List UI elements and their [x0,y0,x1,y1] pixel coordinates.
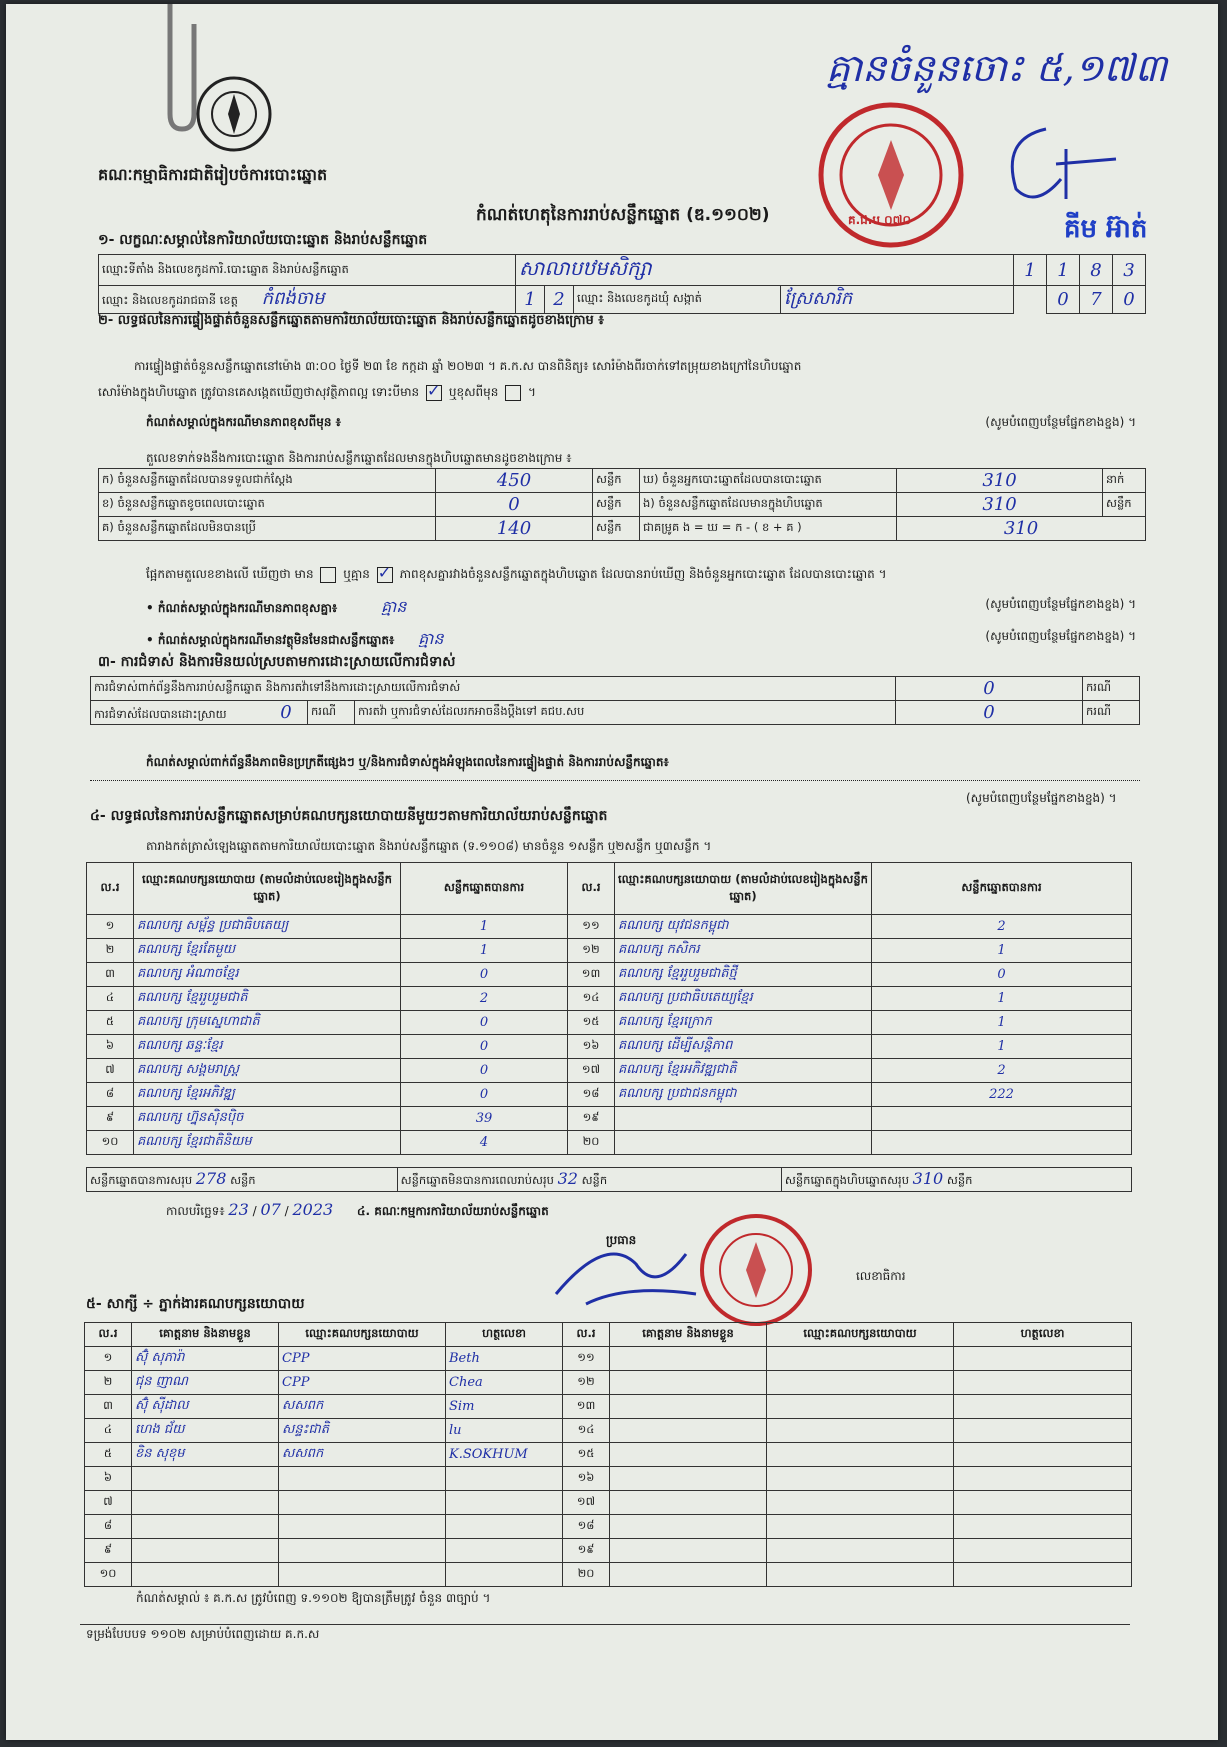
witness-party: សសពក [279,1443,446,1467]
section3-note-line [90,778,1140,781]
party-name: គណបក្ស ប្រជាធិបតេយ្យខ្មែរ [615,987,872,1011]
fill-back-hint: (សូមបំពេញបន្ថែមផ្នែកខាងខ្នង) ។ [966,791,1117,805]
table-row [87,1035,1132,1059]
total-box [781,1168,1131,1192]
party-name: គណបក្ស ឆន្ទៈខ្មែរ [134,1035,401,1059]
case-unit: ករណី [1083,701,1140,725]
party-name: គណបក្ស អំណាចខ្មែរ [134,963,401,987]
party-votes [872,1131,1132,1155]
witness-name [610,1539,767,1563]
figure-label: ង) ចំនួនសន្លឹកឆ្នោតដែលមានក្នុងហិបឆ្នោត [640,493,897,517]
figure-label: ក) ចំនួនសន្លឹកឆ្នោតដែលបានទទួលជាក់ស្តែង [99,469,436,493]
witness-name: ស៊ុំ ស៊ីដាល [132,1395,279,1419]
witness-party [767,1371,954,1395]
section2-p7 [146,628,1136,652]
witness-name [132,1467,279,1491]
section2-p2: សោរំម៉ាងក្នុងហិបឆ្នោត ត្រូវបានគេសង្កេតឃើញថាសុវត្ថិភាពល្អ ទោះបីមាន ✓ ឬខុសពីមុន ។ [98,384,536,402]
objection-label: ការជំទាស់ពាក់ព័ន្ធនឹងការរាប់សន្លឹកឆ្នោត និងការតវ៉ាទៅនឹងការដោះស្រាយលើការជំទាស់ [91,677,896,701]
witness-party [279,1563,446,1587]
unit: សន្លឹក [581,1173,608,1187]
witness-no: ៨ [85,1515,132,1539]
witness-no: ១៤ [563,1419,610,1443]
party-votes: 0 [401,1059,568,1083]
col-party: ឈ្មោះគណបក្សនយោបាយ [767,1323,954,1347]
party-votes: 2 [872,1059,1132,1083]
witness-name [132,1563,279,1587]
party-name: គណបក្ស ដើម្បីសន្តិភាព [615,1035,872,1059]
party-results-table [86,862,1132,1155]
commune-value: ស្រែសារិក [781,286,1014,314]
party-name: គណបក្ស ខ្មែរក្រោក [615,1011,872,1035]
province-value: កំពង់ចាម [261,288,325,309]
witness-name [610,1443,767,1467]
witness-signature: lu [446,1419,563,1443]
fill-back-hint: (សូមបំពេញបន្ថែមផ្នែកខាងខ្នង) ។ [985,629,1136,643]
section2-p2-text: សោរំម៉ាងក្នុងហិបឆ្នោត ត្រូវបានគេសង្កេតឃើញថាសុវត្ថិភាពល្អ ទោះបីមាន [98,385,420,399]
appeal-label: ការតវ៉ា ឬការជំទាស់ដែលរកអាចនឹងប្តឹងទៅ គជប.សប [355,701,896,725]
witness-party [767,1395,954,1419]
objections-table [90,676,1140,725]
total-valid [87,1168,398,1192]
form-title: កំណត់ហេតុនៃការរាប់សន្លឹកឆ្នោត (ឌ.១១០២) [476,205,770,225]
foreign-object-note: គ្មាន [418,629,444,648]
nec-emblem-icon [194,74,274,154]
section2-p5-rest: ភាពខុសគ្នារវាងចំនួនសន្លឹកឆ្នោតក្នុងហិបឆ្នោត ដែលបានរាប់ឃើញ និងចំនួនអ្នកបោះឆ្នោត ដែលបានបោះឆ្នោត ។ [399,567,887,581]
commune-digit: 7 [1080,286,1113,314]
total-invalid [397,1168,781,1192]
party-name: គណបក្ស ខ្មែរតែមួយ [134,939,401,963]
party-no: ១៩ [568,1107,615,1131]
party-votes: 39 [401,1107,568,1131]
table-row [87,1059,1132,1083]
figure-value: 310 [897,469,1103,493]
section2-p3-text: កំណត់សម្គាល់ក្នុងករណីមានភាពខុសពីមុន ៖ [146,415,341,429]
figure-unit: សន្លឹក [1103,493,1146,517]
party-no: ១ [87,915,134,939]
party-votes: 2 [872,915,1132,939]
col-party: ឈ្មោះគណបក្សនយោបាយ [279,1323,446,1347]
figure-value: 140 [436,517,593,541]
witness-signature [954,1467,1132,1491]
witness-party: CPP [279,1371,446,1395]
witness-signature [954,1515,1132,1539]
col-party: ឈ្មោះគណបក្សនយោបាយ (តាមលំដាប់លេខរៀងក្នុងសន្លឹកឆ្នោត) [134,863,401,915]
col-no: ល.រ [85,1323,132,1347]
code-digit: 1 [1014,255,1047,286]
table-row [85,1563,1132,1587]
table-row [85,1467,1132,1491]
party-votes: 1 [401,939,568,963]
witness-signature: Beth [446,1347,563,1371]
committee-stamp-icon [696,1210,816,1330]
col-sign: ហត្ថលេខា [446,1323,563,1347]
party-name: គណបក្ស សម្ព័ន្ធ ប្រជាធិបតេយ្យ [134,915,401,939]
party-votes: 1 [401,915,568,939]
witness-party [767,1467,954,1491]
witness-name [610,1563,767,1587]
party-votes: 1 [872,1011,1132,1035]
col-no: ល.រ [87,863,134,915]
committee-label: ៤. គណៈកម្មការការិយាល័យរាប់សន្លឹកឆ្នោត [357,1204,549,1218]
figure-unit: សន្លឹក [593,469,640,493]
witness-signature: K.SOKHUM [446,1443,563,1467]
party-name: គណបក្ស ខ្មែរអភិវឌ្ឍជាតិ [615,1059,872,1083]
table-row [87,939,1132,963]
witness-signature [954,1347,1132,1371]
witness-no: ៦ [85,1467,132,1491]
witness-signature [954,1539,1132,1563]
party-no: ៦ [87,1035,134,1059]
footer-divider [80,1624,1130,1625]
total-valid-value: 278 [195,1169,227,1188]
party-votes [872,1107,1132,1131]
resolved-label [91,701,308,725]
date-label: កាលបរិច្ឆេទ៖ [166,1204,225,1218]
table-row [85,1395,1132,1419]
difference-yes-checkbox[interactable] [320,567,336,583]
party-votes: 1 [872,939,1132,963]
section2-p6 [146,596,1136,620]
party-no: ៩ [87,1107,134,1131]
province-label-text: ឈ្មោះ និងលេខកូដរាជធានី ខេត្ត [102,293,238,307]
province-label [99,286,516,314]
section4-sub: តារាងកត់ត្រាសំឡេងឆ្នោតតាមការិយាល័យបោះឆ្នោត និងរាប់សន្លឹកឆ្នោត (ទ.១១០៨) មានចំនួន ១សន្លឹក ឬ២សន្លឹក ឬ៣សន្លឹក ។ [146,839,712,853]
figure-label: ឃ) ចំនួនអ្នកបោះឆ្នោតដែលបានបោះឆ្នោត [640,469,897,493]
witness-no: ១៨ [563,1515,610,1539]
party-name: គណបក្ស ហ្វ៊ុនស៊ិនប៉ិច [134,1107,401,1131]
figure-value: 450 [436,469,593,493]
witness-party [279,1515,446,1539]
witness-name [610,1419,767,1443]
party-votes: 1 [872,1035,1132,1059]
objection-value: 0 [896,677,1083,701]
witness-no: ១៦ [563,1467,610,1491]
commune-digit: 0 [1113,286,1146,314]
section2-heading: ២- លទ្ធផលនៃការផ្ទៀងផ្ទាត់ចំនួនសន្លឹកឆ្នោតតាមការិយាល័យបោះឆ្នោត និងរាប់សន្លឹកឆ្នោតដូចខាងក្រោម ៖ [98,313,604,328]
col-name: គោត្តនាម និងនាមខ្លួន [132,1323,279,1347]
party-name: គណបក្ស ប្រជាជនកម្ពុជា [615,1083,872,1107]
party-no: ៨ [87,1083,134,1107]
party-name: គណបក្ស ក្រុមស្នេហាជាតិ [134,1011,401,1035]
form-footer: ទម្រង់បែបបទ ១១០២ សម្រាប់បំពេញដោយ គ.ក.ស [86,1627,320,1641]
witness-party [767,1515,954,1539]
party-name: គណបក្ស កសិករ [615,939,872,963]
figure-unit: សន្លឹក [593,517,640,541]
party-votes: 0 [401,1035,568,1059]
party-name: គណបក្ស យុវជនកម្ពុជា [615,915,872,939]
witness-party [767,1419,954,1443]
witness-name: ហេង ជ័យ [132,1419,279,1443]
province-digit: 2 [545,286,574,314]
table-row [85,1347,1132,1371]
section5-heading: ៥- សាក្សី ÷ ភ្នាក់ងារគណបក្សនយោបាយ [86,1296,305,1312]
figure-label: ខ) ចំនួនសន្លឹកឆ្នោតខូចពេលបោះឆ្នោត [99,493,436,517]
party-votes: 0 [401,1011,568,1035]
party-no: ១១ [568,915,615,939]
witness-party: សន្ទះជាតិ [279,1419,446,1443]
resolved-value: 0 [280,701,292,723]
witness-no: ១៧ [563,1491,610,1515]
witness-signature [954,1395,1132,1419]
section2-p6-text: • កំណត់សម្គាល់ក្នុងករណីមានភាពខុសគ្នា៖ [146,601,338,615]
witness-party [767,1347,954,1371]
party-no: ១២ [568,939,615,963]
witness-no: ១៣ [563,1395,610,1419]
section4-heading: ៤- លទ្ធផលនៃការរាប់សន្លឹកឆ្នោតសម្រាប់គណបក្សនយោបាយនីមួយៗតាមការិយាល័យរាប់សន្លឹកឆ្នោត [90,808,608,824]
party-name: គណបក្ស ខ្មែរអភិវឌ្ឍ [134,1083,401,1107]
section5-note: កំណត់សម្គាល់ ៖ គ.ក.ស ត្រូវបំពេញ ទ.១១០២ ឱ្យបានត្រឹមត្រូវ ចំនួន ៣ច្បាប់ ។ [136,1591,491,1605]
resolved-label-text: ការជំទាស់ដែលបានដោះស្រាយ [94,706,227,721]
commune-label: ឈ្មោះ និងលេខកូដឃុំ សង្កាត់ [574,286,781,314]
section2-p5-text: ផ្អែកតាមតួលេខខាងលើ ឃើញថា មាន [146,567,314,581]
witness-signature [954,1491,1132,1515]
party-name [615,1131,872,1155]
witness-signature [446,1467,563,1491]
col-no: ល.រ [568,863,615,915]
total-invalid-value: 32 [557,1169,578,1188]
table-row [87,987,1132,1011]
table-row [85,1443,1132,1467]
code-digit: 8 [1080,255,1113,286]
witness-no: ៩ [85,1539,132,1563]
col-no: ល.រ [563,1323,610,1347]
section2-p5 [146,566,887,584]
location-label: ឈ្មោះទីតាំង និងលេខកូដការិ.បោះឆ្នោត និងរាប់សន្លឹកឆ្នោត [99,255,516,286]
secretary-label: លេខាធិការ [856,1269,906,1283]
witness-signature [446,1563,563,1587]
witness-signature [954,1443,1132,1467]
col-votes: សន្លឹកឆ្នោតបានការ [872,863,1132,915]
witness-party [767,1491,954,1515]
witness-name [610,1491,767,1515]
figure-label: ជាគម្រូគ ង = ឃ = ក - ( ខ + គ ) [640,517,897,541]
figure-value: 0 [436,493,593,517]
table-row [87,1107,1132,1131]
party-rows [87,915,1132,1155]
col-sign: ហត្ថលេខា [954,1323,1132,1347]
party-no: ១០ [87,1131,134,1155]
party-no: ១៨ [568,1083,615,1107]
date-day: 23 [228,1200,249,1219]
chair-label: ប្រធាន [606,1233,637,1247]
party-no: ៣ [87,963,134,987]
party-no: ១៥ [568,1011,615,1035]
party-no: ១៧ [568,1059,615,1083]
witness-no: ២ [85,1371,132,1395]
witness-name [610,1515,767,1539]
party-no: ១៦ [568,1035,615,1059]
party-no: ៧ [87,1059,134,1083]
witness-name [610,1467,767,1491]
party-votes: 4 [401,1131,568,1155]
witness-signature [954,1563,1132,1587]
witness-no: ២០ [563,1563,610,1587]
stamp-text: គ.ជ.ប ០៧០ [848,213,911,227]
witness-no: ១១ [563,1347,610,1371]
commune-digit: 0 [1047,286,1080,314]
section2-p5-alt: ឬគ្មាន [343,567,370,581]
party-name: គណបក្ស ខ្មែររួបរួមជាតិ [134,987,401,1011]
witness-name: ខិន សុខុម [132,1443,279,1467]
witness-no: ៤ [85,1419,132,1443]
vote-figures-table [98,468,1146,541]
party-votes: 222 [872,1083,1132,1107]
witness-signature [446,1491,563,1515]
witness-party [279,1491,446,1515]
witness-name [610,1395,767,1419]
witness-name: ស៊ុំ សុភារ៉ា [132,1347,279,1371]
figure-value: 310 [897,517,1146,541]
case-unit: ករណី [1083,677,1140,701]
date-line: កាលបរិច្ឆេទ៖ 23 / 07 / 2023 ៤. គណៈកម្មការការិយាល័យរាប់សន្លឹកឆ្នោត [166,1200,549,1219]
section1-table [98,254,1146,314]
party-no: ៥ [87,1011,134,1035]
handwritten-top-note: គ្មានចំនួនចោះ ៥,១៧៣ [826,46,1168,90]
party-votes: 2 [401,987,568,1011]
figure-value: 310 [897,493,1103,517]
witness-no: ៣ [85,1395,132,1419]
witness-signature [954,1419,1132,1443]
totals-table [86,1167,1132,1192]
difference-no-checkbox[interactable] [377,567,393,583]
date-year: 2023 [292,1200,334,1219]
total-box-value: 310 [912,1169,944,1188]
witness-name [132,1491,279,1515]
witness-party [767,1563,954,1587]
party-name: គណបក្ស សង្គមរាស្ត្រ [134,1059,401,1083]
witness-name [610,1371,767,1395]
fill-back-hint: (សូមបំពេញបន្ថែមផ្នែកខាងខ្នង) ។ [985,415,1136,429]
table-row [85,1419,1132,1443]
signer-name: គីម អ៊ាត់ [1064,214,1148,244]
section2-p4: តួលេខទាក់ទងនឹងការបោះឆ្នោត និងការរាប់សន្លឹកឆ្នោតដែលមានក្នុងហិបឆ្នោតមានដូចខាងក្រោម ៖ [146,451,572,465]
witness-no: ៥ [85,1443,132,1467]
section2-p3 [146,414,1136,432]
witness-party [279,1467,446,1491]
total-valid-label: សន្លឹកឆ្នោតបានការសរុប [90,1173,193,1187]
witness-party: CPP [279,1347,446,1371]
table-row [87,1083,1132,1107]
witness-signature: Sim [446,1395,563,1419]
table-row [85,1515,1132,1539]
figure-unit: នាក់ [1103,469,1146,493]
org-name: គណៈកម្មាធិការជាតិរៀបចំការបោះឆ្នោត [98,165,328,184]
party-votes: 0 [872,963,1132,987]
section3-heading: ៣- ការជំទាស់ និងការមិនយល់ស្របតាមការដោះស្រាយលើការជំទាស់ [98,654,456,670]
party-no: ១៤ [568,987,615,1011]
case-unit: ករណី [308,701,355,725]
witness-no: ១៥ [563,1443,610,1467]
figure-label: គ) ចំនួនសន្លឹកឆ្នោតដែលមិនបានប្រើ [99,517,436,541]
table-row [85,1491,1132,1515]
section3-note: កំណត់សម្គាល់ពាក់ព័ន្ធនឹងភាពមិនប្រក្រតីផ្សេងៗ ឬ/និងការជំទាស់ក្នុងអំឡុងពេលនៃការផ្ទៀងផ្ទាត់ និងការរាប់សន្លឹកឆ្នោត៖ [146,755,669,769]
witness-no: ១២ [563,1371,610,1395]
witness-name [132,1515,279,1539]
appeal-value: 0 [896,701,1083,725]
witness-no: ១ [85,1347,132,1371]
seal-changed-checkbox[interactable] [505,385,521,401]
table-row [87,963,1132,987]
fill-back-hint: (សូមបំពេញបន្ថែមផ្នែកខាងខ្នង) ។ [985,597,1136,611]
party-votes: 1 [872,987,1132,1011]
date-month: 07 [260,1200,281,1219]
witness-signature: Chea [446,1371,563,1395]
signature-top [996,119,1126,219]
section2-p7-text: • កំណត់សម្គាល់ក្នុងករណីមានវត្ថុមិនមែនជាសន្លឹកឆ្នោត៖ [146,633,395,647]
party-votes: 0 [401,1083,568,1107]
witness-party [767,1539,954,1563]
location-value: សាលាបឋមសិក្សា [516,255,1014,286]
party-name: គណបក្ស ខ្មែររួបរួមជាតិថ្មី [615,963,872,987]
witness-no: ១៩ [563,1539,610,1563]
witness-no: ១០ [85,1563,132,1587]
total-invalid-label: សន្លឹកឆ្នោតមិនបានការពេលរាប់សរុប [400,1173,554,1187]
difference-note: គ្មាន [380,597,407,616]
election-form-sheet [6,4,1218,1740]
party-no: ២ [87,939,134,963]
table-row [85,1371,1132,1395]
province-digit: 1 [516,286,545,314]
witness-name [132,1539,279,1563]
witness-no: ៧ [85,1491,132,1515]
total-box-label: សន្លឹកឆ្នោតក្នុងហិបឆ្នោតសរុប [784,1173,910,1187]
witness-signature [446,1515,563,1539]
party-votes: 0 [401,963,568,987]
party-no: ២០ [568,1131,615,1155]
table-row [85,1539,1132,1563]
col-votes: សន្លឹកឆ្នោតបានការ [401,863,568,915]
party-name: គណបក្ស ខ្មែរជាតិនិយម [134,1131,401,1155]
section1-heading: ១- លក្ខណៈសម្គាល់នៃការិយាល័យបោះឆ្នោត និងរាប់សន្លឹកឆ្នោត [98,232,428,248]
party-no: ១៣ [568,963,615,987]
party-no: ៤ [87,987,134,1011]
witness-rows [85,1347,1132,1587]
unit: សន្លឹក [946,1173,973,1187]
witness-signature [954,1371,1132,1395]
figure-unit: សន្លឹក [593,493,640,517]
table-row [87,1131,1132,1155]
code-digit: 1 [1047,255,1080,286]
witness-name: ជុន ញាណ [132,1371,279,1395]
witness-signature [446,1539,563,1563]
chair-signature [546,1234,706,1314]
table-row [87,915,1132,939]
witness-table [84,1322,1132,1587]
code-digit: 3 [1113,255,1146,286]
unit: សន្លឹក [230,1173,256,1187]
section2-p1: ការផ្ទៀងផ្ទាត់ចំនួនសន្លឹកឆ្នោតនៅម៉ោង ៣:០០ ថ្ងៃទី ២៣ ខែ កក្កដា ឆ្នាំ ២០២៣ ។ គ.ក.ស បានពិនិត្យ៖ សោរំម៉ាងពីរចាក់ទៅតម្រុយខាងក្រៅនៃហិបឆ្នោត [134,359,802,373]
witness-party [279,1539,446,1563]
witness-party [767,1443,954,1467]
col-name: គោត្តនាម និងនាមខ្លួន [610,1323,767,1347]
table-row [87,1011,1132,1035]
witness-name [610,1347,767,1371]
section2-p2-alt: ឬខុសពីមុន [448,385,499,399]
col-party: ឈ្មោះគណបក្សនយោបាយ (តាមលំដាប់លេខរៀងក្នុងសន្លឹកឆ្នោត) [615,863,872,915]
seal-ok-checkbox[interactable] [426,385,442,401]
witness-party: សសពក [279,1395,446,1419]
party-name [615,1107,872,1131]
